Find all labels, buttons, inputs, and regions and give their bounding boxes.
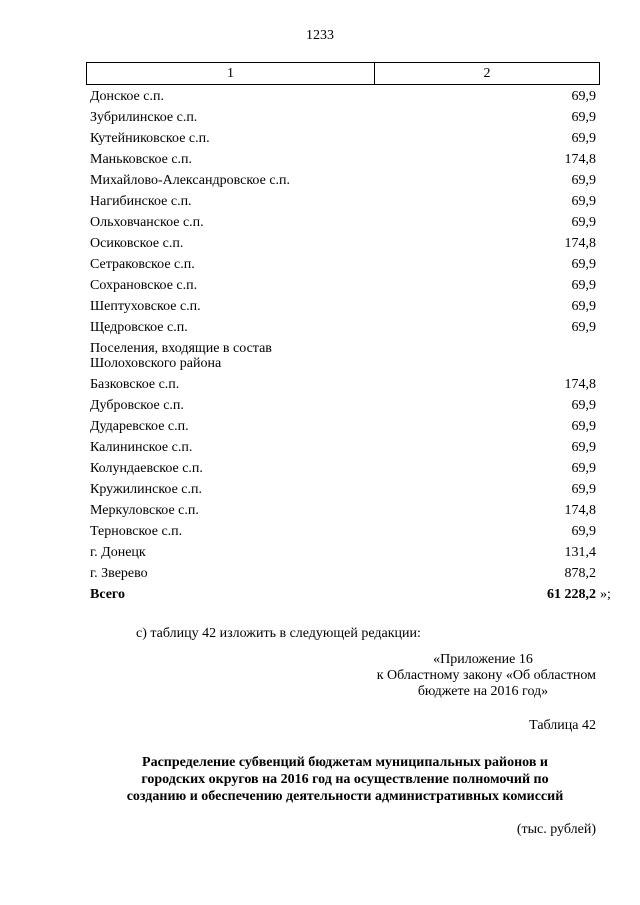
row-name: Михайлово-Александровское с.п. — [90, 173, 291, 188]
row-name: Щедровское с.п. — [90, 320, 188, 335]
appendix-line-2: к Областному закону «Об областном — [376, 668, 596, 683]
table-row — [90, 395, 596, 416]
table-row — [90, 374, 596, 395]
row-name: Осиковское с.п. — [90, 236, 184, 251]
row-value: 174,8 — [564, 377, 596, 392]
row-value: 69,9 — [571, 131, 596, 146]
table-row — [90, 191, 596, 212]
row-name: Зубрилинское с.п. — [90, 110, 198, 125]
table-row — [90, 458, 596, 479]
row-value: 69,9 — [571, 299, 596, 314]
row-value: 69,9 — [571, 419, 596, 434]
title-line-3: созданию и обеспечению деятельности административных комиссий — [126, 789, 564, 804]
title-line-2: городских округов на 2016 год на осуществление полномочий по — [141, 772, 549, 787]
table-row — [90, 542, 596, 563]
row-value: 69,9 — [571, 215, 596, 230]
group-heading-row — [90, 338, 596, 374]
row-value: 69,9 — [571, 482, 596, 497]
row-value: 69,9 — [571, 257, 596, 272]
total-suffix: »; — [600, 587, 611, 602]
group-heading-line-1: Поселения, входящие в состав — [90, 341, 272, 356]
appendix-line-1: «Приложение 16 — [433, 652, 533, 667]
row-value: 174,8 — [564, 503, 596, 518]
table-row — [90, 233, 596, 254]
table-row — [90, 86, 596, 107]
row-value: 69,9 — [571, 461, 596, 476]
appendix-line-3: бюджете на 2016 год» — [417, 684, 549, 699]
row-name: Донское с.п. — [90, 89, 164, 104]
row-name: Сохрановское с.п. — [90, 278, 198, 293]
document-title — [80, 754, 610, 805]
row-value: 131,4 — [564, 545, 596, 560]
row-name: Сетраковское с.п. — [90, 257, 195, 272]
table-row — [90, 107, 596, 128]
table-row — [90, 296, 596, 317]
table-row — [90, 521, 596, 542]
table-row — [90, 416, 596, 437]
row-value: 878,2 — [564, 566, 596, 581]
row-name: Терновское с.п. — [90, 524, 183, 539]
table-row — [90, 437, 596, 458]
row-name: Меркуловское с.п. — [90, 503, 199, 518]
row-value: 69,9 — [571, 173, 596, 188]
row-name: Калининское с.п. — [90, 440, 193, 455]
row-value: 69,9 — [571, 278, 596, 293]
instruction-text: с) таблицу 42 изложить в следующей редакции: — [136, 626, 421, 641]
row-value: 69,9 — [571, 110, 596, 125]
row-name: г. Зверево — [90, 566, 148, 581]
table-row — [90, 500, 596, 521]
row-value: 69,9 — [571, 398, 596, 413]
row-value: 174,8 — [564, 236, 596, 251]
row-name: Колундаевское с.п. — [90, 461, 203, 476]
title-line-1: Распределение субвенций бюджетам муниципальных районов и — [142, 755, 548, 770]
row-name: Маньковское с.п. — [90, 152, 193, 167]
table-body — [90, 86, 611, 605]
table-row — [90, 254, 596, 275]
table-row — [90, 149, 596, 170]
row-value: 69,9 — [571, 89, 596, 104]
row-value: 69,9 — [571, 320, 596, 335]
table-row — [90, 212, 596, 233]
row-name: Ольховчанское с.п. — [90, 215, 204, 230]
table-label: Таблица 42 — [529, 718, 596, 733]
units-label: (тыс. рублей) — [516, 822, 596, 837]
row-name: Дударевское с.п. — [90, 419, 189, 434]
table-header-col-1: 1 — [87, 63, 375, 84]
row-value: 174,8 — [564, 152, 596, 167]
row-name: Базковское с.п. — [90, 377, 180, 392]
table-row — [90, 170, 596, 191]
row-value: 69,9 — [571, 194, 596, 209]
total-row — [90, 584, 611, 605]
row-name: Нагибинское с.п. — [90, 194, 192, 209]
appendix-reference — [330, 652, 596, 700]
table-row — [90, 317, 596, 338]
row-name: Шептуховское с.п. — [90, 299, 201, 314]
total-label: Всего — [90, 587, 125, 602]
row-name: Кутейниковское с.п. — [90, 131, 210, 146]
row-value: 69,9 — [571, 440, 596, 455]
group-heading — [90, 341, 476, 371]
group-heading-line-2: Шолоховского района — [90, 356, 222, 371]
table-header-col-2: 2 — [483, 65, 491, 81]
row-name: г. Донецк — [90, 545, 146, 560]
page-number: 1233 — [306, 28, 334, 43]
table-row — [90, 563, 596, 584]
table-row — [90, 479, 596, 500]
table-row — [90, 275, 596, 296]
row-name: Кружилинское с.п. — [90, 482, 202, 497]
table-row — [90, 128, 596, 149]
row-name: Дубровское с.п. — [90, 398, 184, 413]
total-value: 61 228,2 — [547, 587, 596, 602]
row-value: 69,9 — [571, 524, 596, 539]
table-header — [86, 62, 600, 85]
